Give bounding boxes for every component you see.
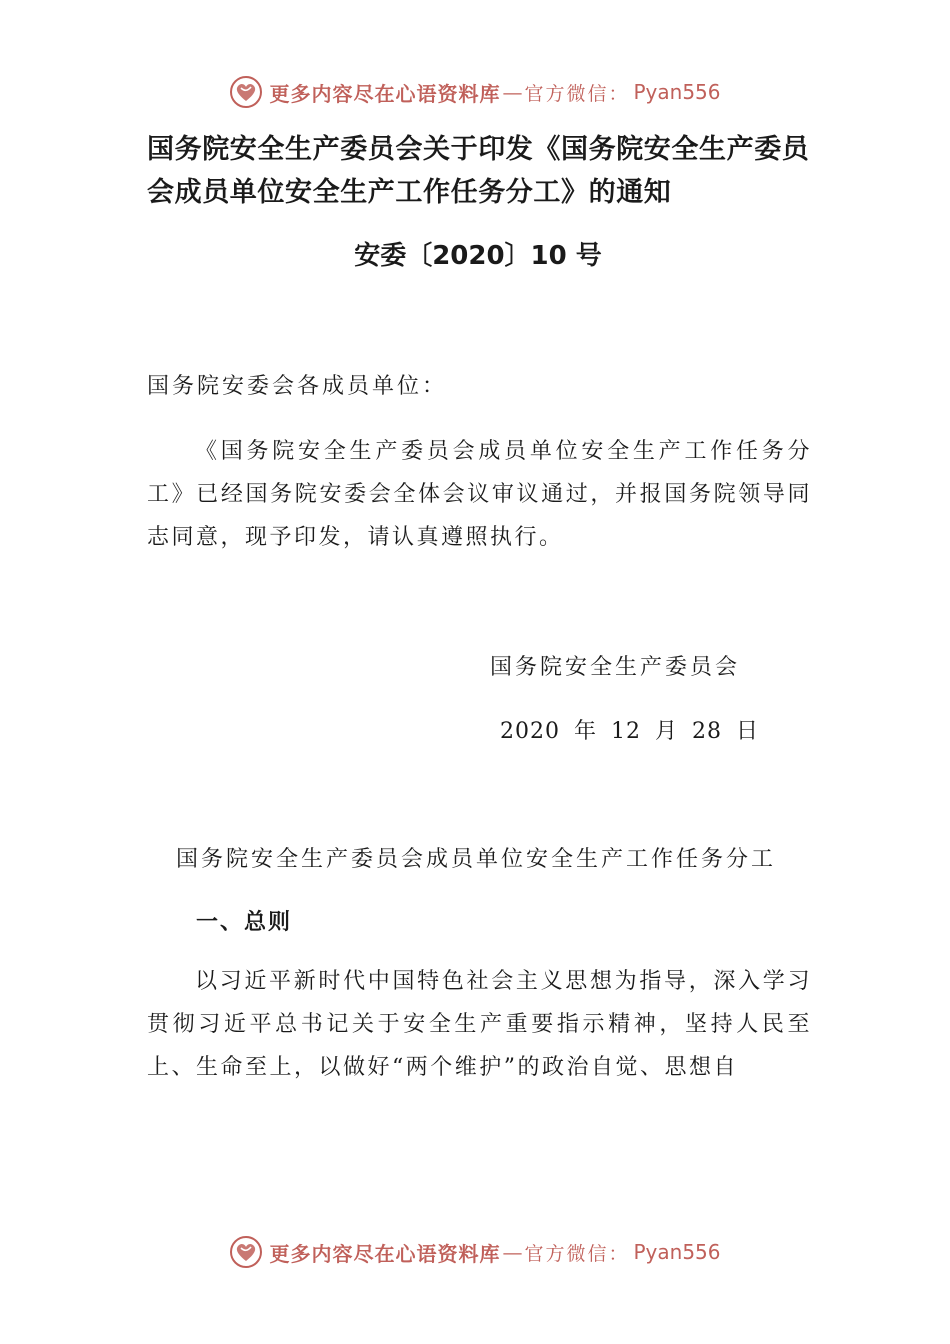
watermark-header (0, 72, 950, 112)
section-heading: 一、总则 (196, 910, 293, 935)
document-number: 安委〔2020〕10 号 (354, 241, 602, 271)
document-title: 国务院安全生产委员会关于印发《国务院安全生产委员会成员单位安全生产工作任务分工》的通知 (147, 134, 810, 208)
signer: 国务院安全生产委员会 (490, 655, 741, 680)
heart-logo-icon (229, 1235, 263, 1269)
body-paragraph: 《国务院安全生产委员会成员单位安全生产工作任务分工》已经国务院安委会全体会议审议通过，并报国务院领导同志同意，现予印发，请认真遵照执行。 (147, 439, 812, 550)
attachment-title: 国务院安全生产委员会成员单位安全生产工作任务分工 (175, 847, 776, 872)
watermark-wechat-id: Pyan556 (633, 1240, 721, 1264)
watermark-wechat-id: Pyan556 (633, 80, 721, 104)
sign-date: 2020 年 12 月 28 日 (500, 719, 759, 744)
watermark-text: 更多内容尽在心语资料库 (269, 81, 501, 106)
watermark-footer (0, 1232, 950, 1272)
watermark-dash: — (502, 80, 523, 104)
addressee: 国务院安委会各成员单位： (147, 374, 448, 399)
watermark-dash: — (502, 1240, 523, 1264)
heart-logo-icon (229, 75, 263, 109)
watermark-wechat-label: 官方微信： (524, 1242, 630, 1265)
watermark-text: 更多内容尽在心语资料库 (269, 1241, 501, 1266)
watermark-wechat-label: 官方微信： (524, 82, 630, 105)
section-paragraph: 以习近平新时代中国特色社会主义思想为指导，深入学习贯彻习近平总书记关于安全生产重要指示精神，坚持人民至上、生命至上，以做好“两个维护”的政治自觉、思想自 (147, 969, 812, 1080)
